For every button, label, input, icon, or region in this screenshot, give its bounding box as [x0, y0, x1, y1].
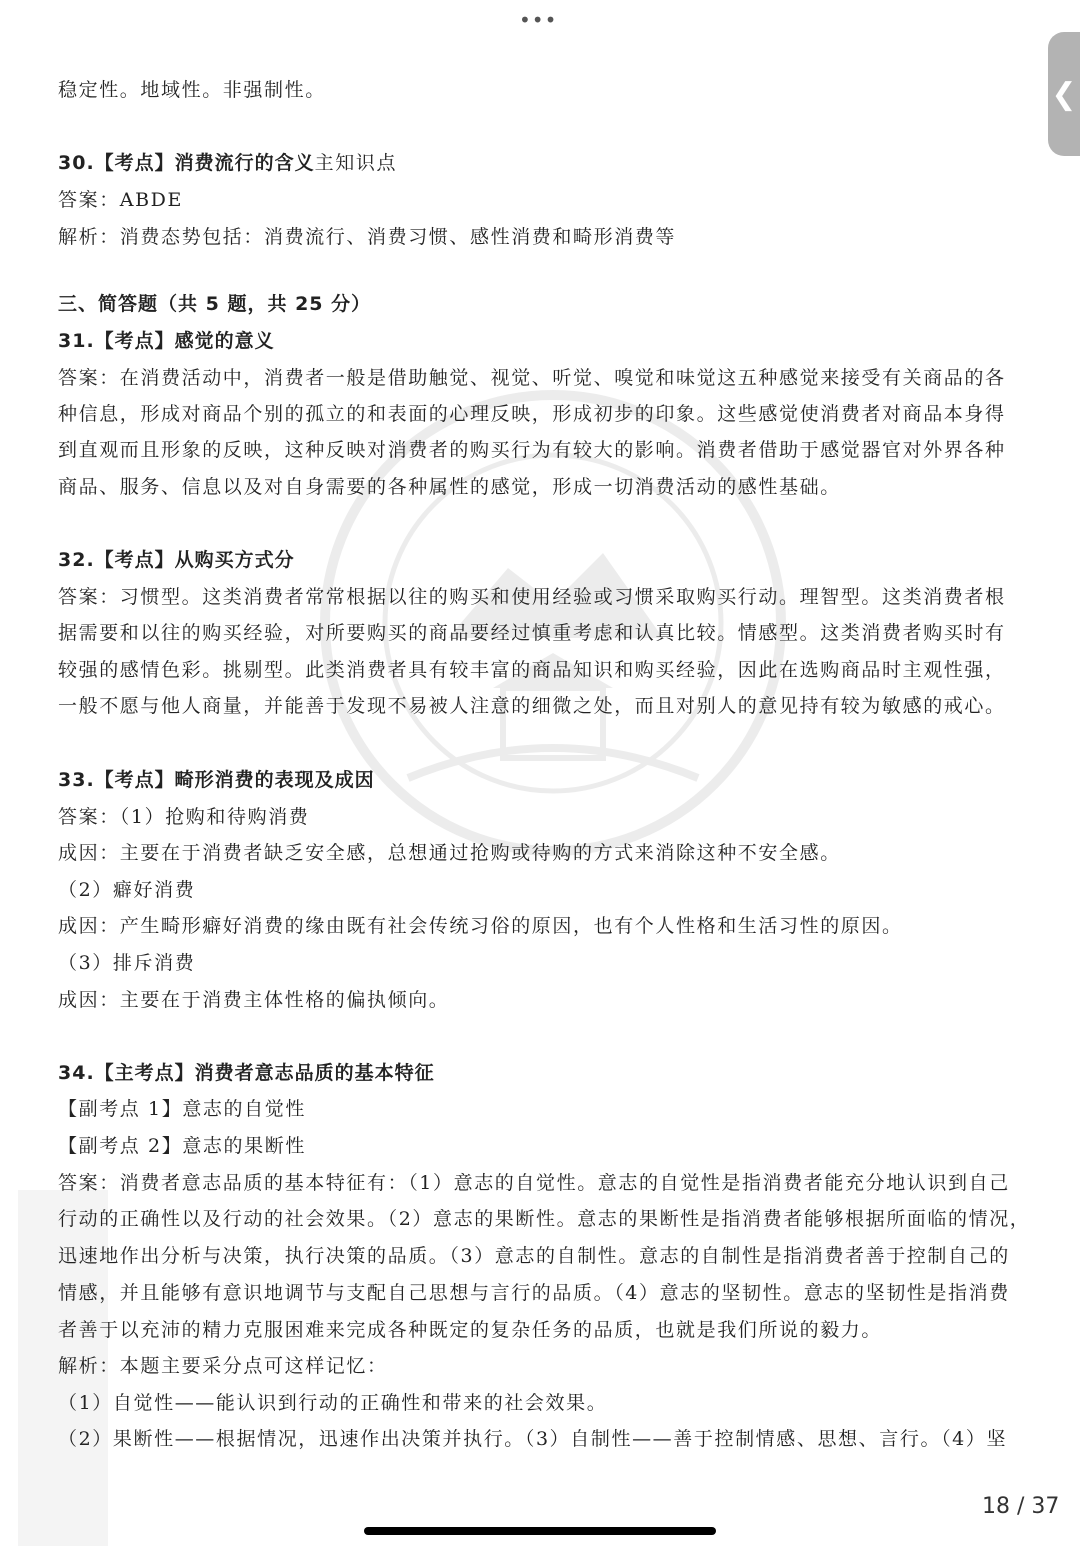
- question-heading: 31.【考点】感觉的意义: [58, 330, 275, 352]
- text-line: （2）癖好消费: [58, 879, 196, 901]
- text-line: 行动的正确性以及行动的社会效果。（2）意志的果断性。意志的果断性是指消费者能够根据所面临的情况，: [58, 1208, 1031, 1230]
- question-heading: 32.【考点】从购买方式分: [58, 549, 295, 571]
- page-indicator: 18 / 37: [982, 1494, 1060, 1519]
- text-line: 据需要和以往的购买经验，对所要购买的商品要经过慎重考虑和认真比较。情感型。这类消费者购买时有: [58, 622, 1006, 644]
- text-line: 稳定性。地域性。非强制性。: [58, 79, 326, 101]
- question-heading: 33.【考点】畸形消费的表现及成因: [58, 769, 375, 791]
- text-line: 者善于以充沛的精力克服困难来完成各种既定的复杂任务的品质，也就是我们所说的毅力。: [58, 1319, 883, 1341]
- text-line: （1）自觉性——能认识到行动的正确性和带来的社会效果。: [58, 1392, 608, 1414]
- text-line: 商品、服务、信息以及对自身需要的各种属性的感觉，形成一切消费活动的感性基础。: [58, 476, 841, 498]
- text-line: 成因：产生畸形癖好消费的缘由既有社会传统习俗的原因，也有个人性格和生活习性的原因。: [58, 915, 903, 937]
- home-indicator[interactable]: [364, 1527, 716, 1535]
- text-line: 情感，并且能够有意识地调节与支配自己思想与言行的品质。（4）意志的坚韧性。意志的坚韧性是指消费: [58, 1282, 1010, 1304]
- text-line: 解析：消费态势包括：消费流行、消费习惯、感性消费和畸形消费等: [58, 226, 677, 248]
- text-line: 较强的感情色彩。挑剔型。此类消费者具有较丰富的商品知识和购买经验，因此在选购商品时主观性强，: [58, 659, 1006, 681]
- text-line: （2）果断性——根据情况，迅速作出决策并执行。（3）自制性——善于控制情感、思想、言行。（4）坚: [58, 1428, 1008, 1450]
- more-options-icon[interactable]: •••: [519, 8, 558, 32]
- text-line: 成因：主要在于消费者缺乏安全感，总想通过抢购或待购的方式来消除这种不安全感。: [58, 842, 841, 864]
- text-line: 答案：习惯型。这类消费者常常根据以往的购买和使用经验或习惯采取购买行动。理智型。这类消费者根: [58, 586, 1006, 608]
- text-line: 答案：（1）抢购和待购消费: [58, 806, 310, 828]
- text-line: 答案：消费者意志品质的基本特征有：（1）意志的自觉性。意志的自觉性是指消费者能充分地认识到自己: [58, 1172, 1010, 1194]
- text-line: 解析：本题主要采分点可这样记忆：: [58, 1355, 388, 1377]
- text-line: 成因：主要在于消费主体性格的偏执倾向。: [58, 989, 450, 1011]
- question-heading: [58, 151, 397, 175]
- text-line: 【副考点 1】意志的自觉性: [58, 1098, 306, 1120]
- section-heading: 三、简答题（共 5 题，共 25 分）: [58, 293, 372, 315]
- chevron-left-icon[interactable]: ❮: [1048, 32, 1080, 156]
- text-line: 【副考点 2】意志的果断性: [58, 1135, 306, 1157]
- heading-suffix: 主知识点: [314, 152, 398, 174]
- text-line: 答案：在消费活动中，消费者一般是借助触觉、视觉、听觉、嗅觉和味觉这五种感觉来接受有关商品的各: [58, 367, 1006, 389]
- text-line: 种信息，形成对商品个别的孤立的和表面的心理反映，形成初步的印象。这些感觉使消费者对商品本身得: [58, 403, 1006, 425]
- text-line: 答案：ABDE: [58, 189, 183, 211]
- text-line: （3）排斥消费: [58, 952, 196, 974]
- text-line: 迅速地作出分析与决策，执行决策的品质。（3）意志的自制性。意志的自制性是指消费者善于控制自己的: [58, 1245, 1010, 1267]
- text-line: 到直观而且形象的反映，这种反映对消费者的购买行为有较大的影响。消费者借助于感觉器官对外界各种: [58, 439, 1006, 461]
- heading-label: 30.【考点】消费流行的含义: [58, 152, 315, 174]
- question-heading: 34.【主考点】消费者意志品质的基本特征: [58, 1062, 435, 1084]
- text-line: 一般不愿与他人商量，并能善于发现不易被人注意的细微之处，而且对别人的意见持有较为敏感的戒心。: [58, 695, 1006, 717]
